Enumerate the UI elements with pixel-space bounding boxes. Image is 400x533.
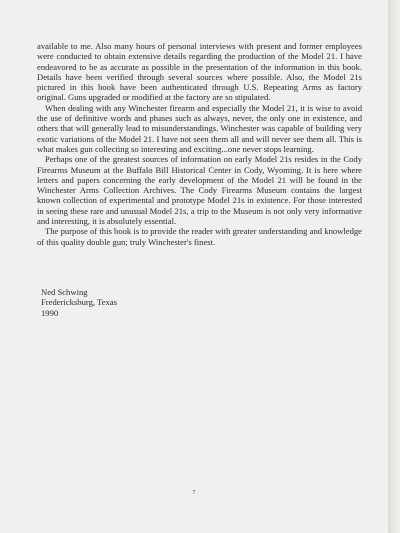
author-location: Fredericksburg, Texas	[41, 297, 117, 308]
paragraph-intro-continued: available to me. Also many hours of personal interviews with present and former employees were conducted to obtain extensive details regarding the production of the Model 21. I have endeavored to be as accurate as possible in the presentation of the information in this book. Details have been verified through several sources where possible. Also, the Model 21s pictured in this book have been authenticated through U.S. Repeating Arms as factory original. Guns upgraded or modified at the factory are so stipulated.	[37, 41, 362, 103]
body-text	[37, 41, 362, 247]
page-edge-shadow	[388, 0, 400, 533]
paragraph-purpose: The purpose of this book is to provide the reader with greater understanding and knowledge of this quality double gun; truly Winchester's finest.	[37, 226, 362, 247]
author-signature-block	[41, 287, 117, 318]
page-number: 7	[192, 490, 196, 496]
paragraph-cody-museum: Perhaps one of the greatest sources of information on early Model 21s resides in the Cody Firearms Museum at the Buffalo Bill Historical Center in Cody, Wyoming. It is here where letters and papers concerning the early development of the Model 21 will be found in the Winchester Arms Collection Archives. The Cody Firearms Museum contains the largest known collection of experimental and prototype Model 21s in existence. For those interested in seeing these rare and unusual Model 21s, a trip to the Museum is not only very informative and interesting, it is absolutely essential.	[37, 154, 362, 227]
author-name: Ned Schwing	[41, 287, 88, 297]
paragraph-definitive-words: When dealing with any Winchester firearm and especially the Model 21, it is wise to avoid the use of definitive words and phases such as always, never, the only one in existence, and others that will generally lead to misunderstandings. Winchester was capable of building very exotic variations of the Model 21. I have not seen them all and will never see them all. This is what makes gun collecting so interesting and exciting...one never stops learning.	[37, 102, 362, 154]
signature-year: 1990	[41, 307, 59, 318]
